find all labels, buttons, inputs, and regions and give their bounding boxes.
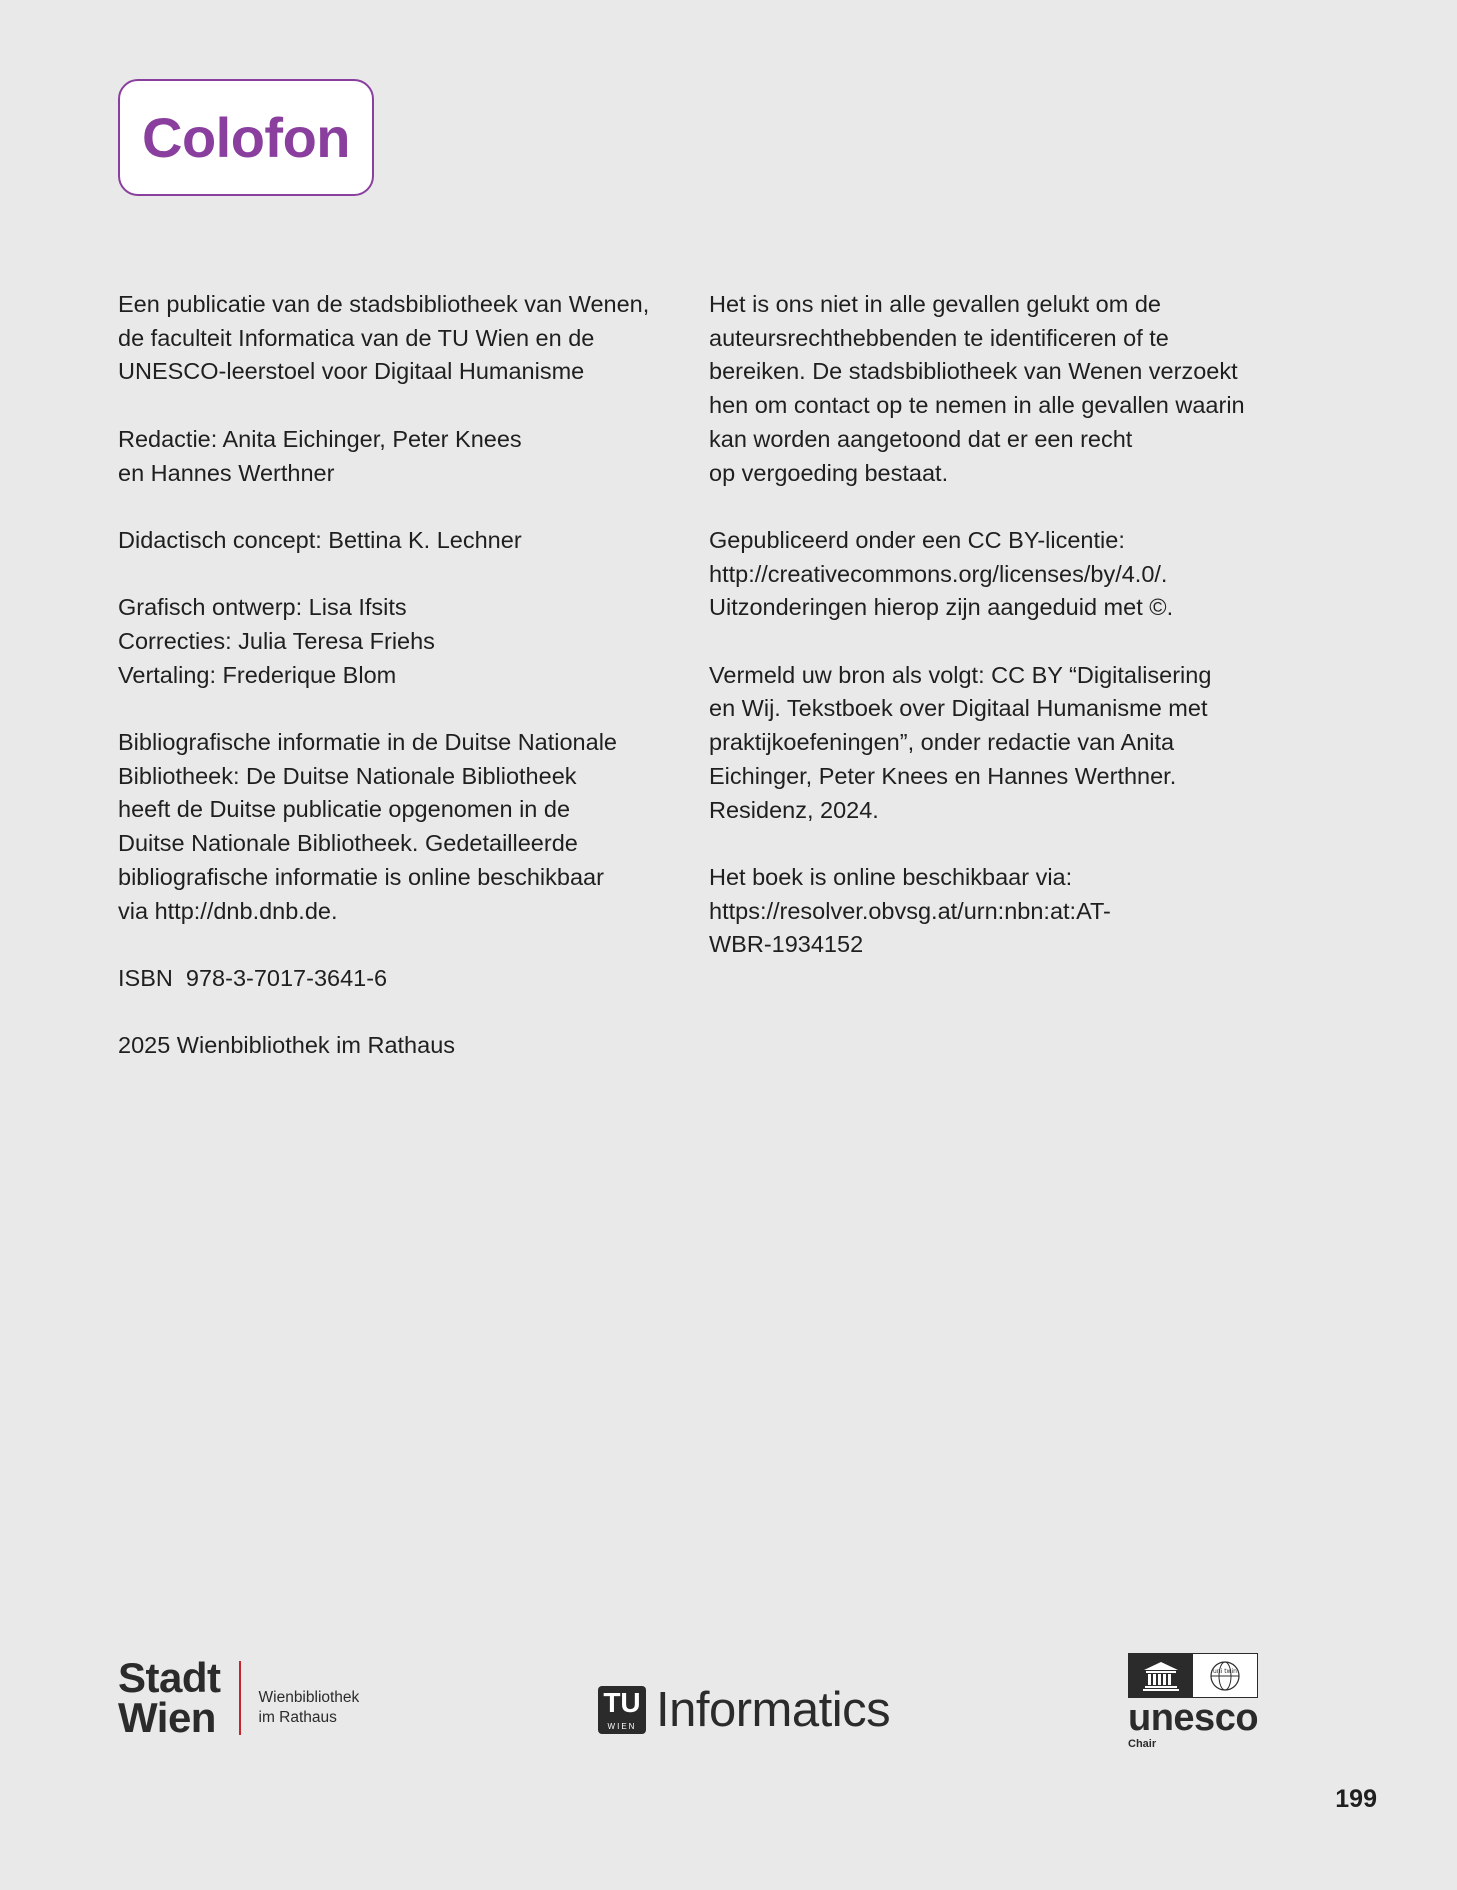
unesco-chair-logo <box>1128 1653 1264 1750</box>
editors-paragraph <box>118 423 698 490</box>
isbn-paragraph <box>118 962 698 996</box>
citation-paragraph <box>709 659 1349 828</box>
unesco-emblems <box>1128 1653 1258 1698</box>
unitwin-label: uni twin <box>1213 1667 1237 1675</box>
license-paragraph <box>709 524 1349 625</box>
unesco-chair-label: Chair <box>1128 1738 1157 1750</box>
citation-line: Residenz, 2024. <box>709 796 879 823</box>
stadt-wien-divider <box>239 1661 241 1735</box>
didactic-paragraph <box>118 524 698 558</box>
bibliographic-line: heeft de Duitse publicatie opgenomen in de <box>118 796 571 823</box>
tu-informatics-logo <box>598 1684 890 1736</box>
editors-line: Redactie: Anita Eichinger, Peter Knees <box>118 425 522 452</box>
bibliographic-line: Bibliografische informatie in de Duitse Nationale <box>118 729 617 756</box>
page-title: Colofon <box>142 106 350 169</box>
stadt-wien-line1: Stadt <box>118 1654 221 1701</box>
stadt-wien-line2: Wien <box>118 1694 216 1741</box>
citation-line: praktijkoefeningen”, onder redactie van Anita <box>709 729 1175 756</box>
citation-line: Vermeld uw bron als volgt: CC BY “Digitalisering <box>709 661 1212 688</box>
bibliographic-line: Duitse Nationale Bibliotheek. Gedetailleerde <box>118 830 578 857</box>
rights-line: kan worden aangetoond dat er een recht <box>709 425 1133 452</box>
unesco-wordmark: unesco <box>1128 1697 1259 1739</box>
tu-wien-icon <box>598 1686 646 1734</box>
bibliographic-line: via http://dnb.dnb.de. <box>118 897 338 924</box>
license-link[interactable]: http://creativecommons.org/licenses/by/4.0/. <box>709 560 1168 587</box>
online-paragraph <box>709 861 1349 962</box>
license-line: Gepubliceerd onder een CC BY-licentie: <box>709 526 1125 553</box>
right-column <box>709 288 1349 996</box>
publication-line: de faculteit Informatica van de TU Wien en de <box>118 324 595 351</box>
stadt-wien-subtitle <box>259 1688 360 1728</box>
bibliographic-line: Bibliotheek: De Duitse Nationale Bibliotheek <box>118 762 577 789</box>
license-line: Uitzonderingen hierop zijn aangeduid met ©. <box>709 594 1174 621</box>
stadt-wien-wordmark <box>118 1654 221 1741</box>
credits-line: Vertaling: Frederique Blom <box>118 661 397 688</box>
tu-wien-label: WIEN <box>607 1722 637 1731</box>
stadt-wien-sub2: im Rathaus <box>258 1709 337 1726</box>
publication-line: UNESCO-leerstoel voor Digitaal Humanisme <box>118 358 585 385</box>
credits-line: Grafisch ontwerp: Lisa Ifsits <box>118 594 407 621</box>
rights-line: Het is ons niet in alle gevallen gelukt om de <box>709 291 1161 317</box>
online-link[interactable]: WBR-1934152 <box>709 931 864 958</box>
rights-paragraph <box>709 288 1349 490</box>
rights-line: bereiken. De stadsbibliotheek van Wenen verzoekt <box>709 358 1238 385</box>
publication-line: Een publicatie van de stadsbibliotheek van Wenen, <box>118 291 650 317</box>
online-line: Het boek is online beschikbaar via: <box>709 863 1073 890</box>
stadt-wien-logo <box>118 1654 360 1741</box>
unitwin-globe-icon <box>1193 1654 1257 1697</box>
page-number: 199 <box>1335 1785 1377 1813</box>
online-link[interactable]: https://resolver.obvsg.at/urn:nbn:at:AT- <box>709 897 1111 924</box>
publication-paragraph <box>118 288 698 389</box>
title-box <box>118 79 374 196</box>
citation-line: en Wij. Tekstboek over Digitaal Humanisme met <box>709 695 1208 722</box>
rights-line: auteursrechthebbenden te identificeren of te <box>709 324 1169 351</box>
rights-line: op vergoeding bestaat. <box>709 459 949 486</box>
credits-line: Correcties: Julia Teresa Friehs <box>118 627 435 654</box>
credits-paragraph <box>118 591 698 692</box>
rights-line: hen om contact op te nemen in alle gevallen waarin <box>709 392 1245 419</box>
copyright-paragraph <box>118 1029 698 1063</box>
stadt-wien-sub1: Wienbibliothek <box>258 1689 360 1706</box>
isbn-text: ISBN 978-3-7017-3641-6 <box>118 964 388 991</box>
informatics-text: Informatics <box>656 1683 891 1737</box>
unesco-temple-icon <box>1129 1654 1193 1697</box>
editors-line: en Hannes Werthner <box>118 459 335 486</box>
copyright-text: 2025 Wienbibliothek im Rathaus <box>118 1032 456 1059</box>
citation-line: Eichinger, Peter Knees en Hannes Werthner. <box>709 762 1177 789</box>
didactic-line: Didactisch concept: Bettina K. Lechner <box>118 526 522 553</box>
bibliographic-line: bibliografische informatie is online beschikbaar <box>118 863 604 890</box>
tu-letters: TU <box>603 1687 641 1718</box>
bibliographic-paragraph <box>118 726 698 928</box>
left-column <box>118 288 698 1097</box>
